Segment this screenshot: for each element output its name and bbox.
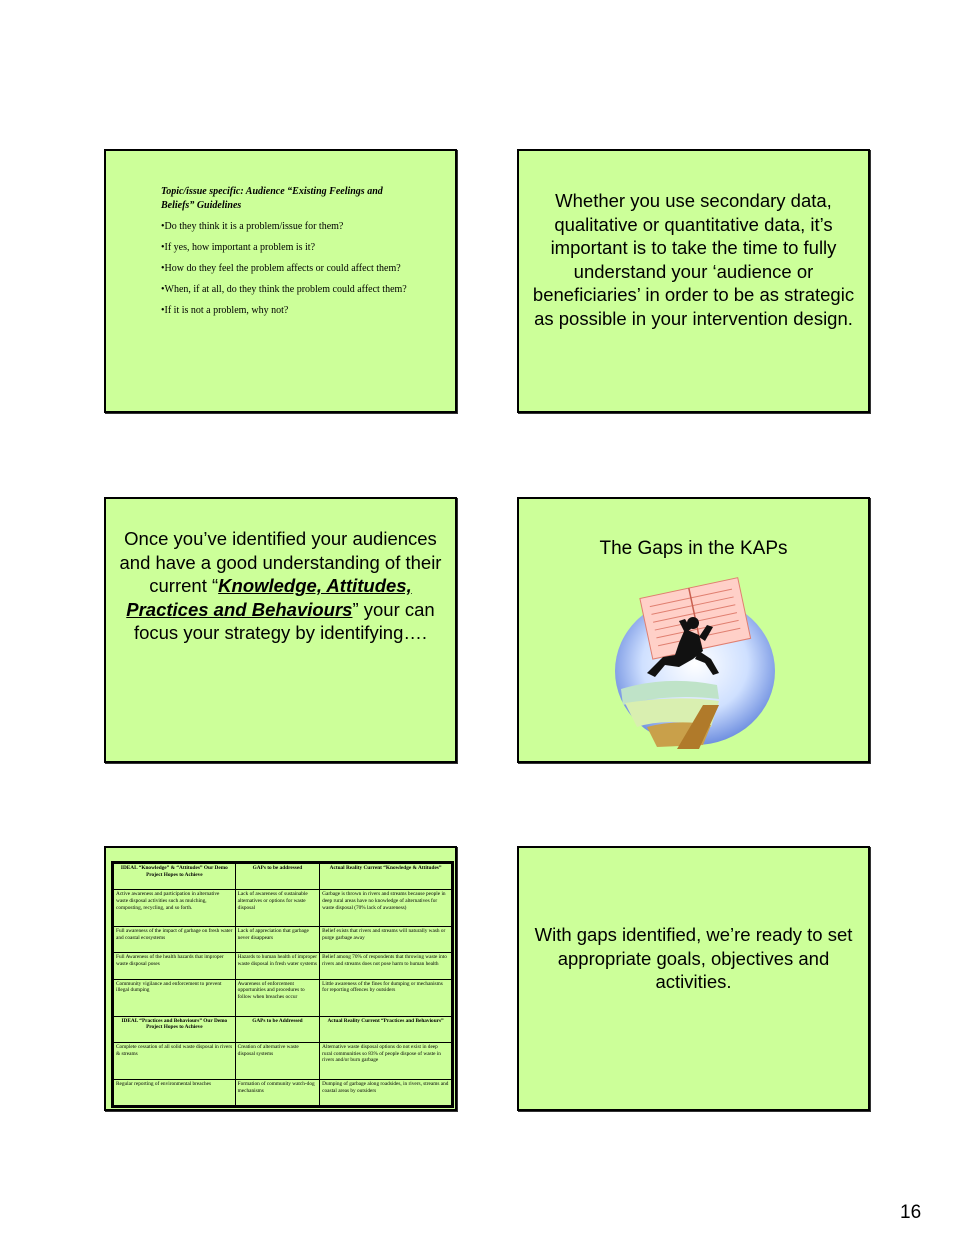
slide-text: With gaps identified, we’re ready to set appropriate goals, objectives and activities. <box>534 924 853 992</box>
text-after: ” your can focus your strategy by identifying…. <box>133 598 435 643</box>
table-cell: Dumping of garbage along roadsides, in rivers, streams and coastal areas by outsiders <box>320 1079 452 1105</box>
table-row <box>114 1079 452 1105</box>
slide-existing-feelings <box>104 149 457 413</box>
bullet-item: •When, if at all, do they think the problem could affect them? <box>161 284 407 295</box>
table-cell: Creation of alternative waste disposal systems <box>235 1042 320 1079</box>
slide-content <box>161 185 411 325</box>
table-cell: Belief exists that rivers and streams will naturally wash or purge garbage away <box>320 927 452 953</box>
table-cell: Full Awareness of the health hazards that improper waste disposal poses <box>114 953 236 979</box>
slide-title: Topic/issue specific: Audience “Existing Feelings and Beliefs” Guidelines <box>161 186 383 211</box>
bullet-item: •How do they feel the problem affects or could affect them? <box>161 263 401 274</box>
table-cell: Awareness of enforcement opportunities and procedures to follow when breaches occur <box>235 979 320 1016</box>
table-cell: Garbage is thrown in rivers and streams because people in deep rural areas have no knowledge of alternatives for waste disposal (70% lack of awareness) <box>320 890 452 927</box>
column-header: Actual Reality Current “Practices and Behaviours” <box>320 1016 452 1042</box>
table-cell: Active awareness and participation in alternative waste disposal activities such as mulching, composting, recycling, and so forth. <box>114 890 236 927</box>
slide-understand-audience <box>517 149 870 413</box>
bullet-item: •Do they think it is a problem/issue for them? <box>161 221 344 232</box>
slide-kap-gaps-table <box>104 846 457 1111</box>
table-header-row <box>114 864 452 890</box>
table-cell: Lack of awareness of sustainable alternatives or options for waste disposal <box>235 890 320 927</box>
bullet-item: •If yes, how important a problem is it? <box>161 242 316 253</box>
column-header: GAPs to be Addressed <box>235 1016 320 1042</box>
table-cell: Regular reporting of environmental breaches <box>114 1079 236 1105</box>
slide-gaps-in-kaps <box>517 497 870 763</box>
table-row <box>114 927 452 953</box>
table-cell: Belief among 70% of respondents that throwing waste into rivers and streams does not pose harm to human health <box>320 953 452 979</box>
table-cell: Formation of community watch-dog mechanisms <box>235 1079 320 1105</box>
table-cell: Little awareness of the fines for dumping or mechanisms for reporting offences by outsiders <box>320 979 452 1016</box>
slide-ready-to-set-goals <box>517 846 870 1111</box>
table-cell: Complete cessation of all solid waste disposal in rivers & streams <box>114 1042 236 1079</box>
slide-kapb-focus <box>104 497 457 763</box>
column-header: IDEAL “Knowledge” & “Attitudes” Our Demo Project Hopes to Achieve <box>114 864 236 890</box>
table-row <box>114 953 452 979</box>
table-frame <box>111 861 454 1108</box>
kap-gaps-table <box>113 863 452 1106</box>
table-cell: Full awareness of the impact of garbage on fresh water and coastal ecosystems <box>114 927 236 953</box>
table-header-row <box>114 1016 452 1042</box>
table-row <box>114 979 452 1016</box>
slide-text <box>118 527 443 645</box>
column-header: IDEAL “Practices and Behaviours” Our Demo Project Hopes to Achieve <box>114 1016 236 1042</box>
table-row <box>114 1042 452 1079</box>
bullet-item: •If it is not a problem, why not? <box>161 305 289 316</box>
table-cell: Lack of appreciation that garbage never disappears <box>235 927 320 953</box>
page-number: 16 <box>900 1202 922 1223</box>
text-before: Once you’ve identified your audiences and have a good understanding of their current “ <box>119 528 442 596</box>
table-cell: Hazards to human health of improper waste disposal in fresh water systems <box>235 953 320 979</box>
kapb-emphasis: Knowledge, Attitudes, Practices and Behaviours <box>126 575 412 620</box>
slide-text: Whether you use secondary data, qualitative or quantitative data, it’s important is to take the time to fully understand your ‘audience or beneficiaries’ in order to be as strategic as possible in your intervention design. <box>532 190 855 329</box>
column-header: GAPs to be addressed <box>235 864 320 890</box>
slide-title: The Gaps in the KAPs <box>599 538 788 559</box>
table-row <box>114 890 452 927</box>
table-cell: Alternative waste disposal options do not exist in deep rural communities so 83% of people dispose of waste in rivers and/or burn garbage <box>320 1042 452 1079</box>
table-cell: Community vigilance and enforcement to prevent illegal dumping <box>114 979 236 1016</box>
leaping-man-clipart <box>607 577 777 749</box>
column-header: Actual Reality Current “Knowledge & Attitudes” <box>320 864 452 890</box>
